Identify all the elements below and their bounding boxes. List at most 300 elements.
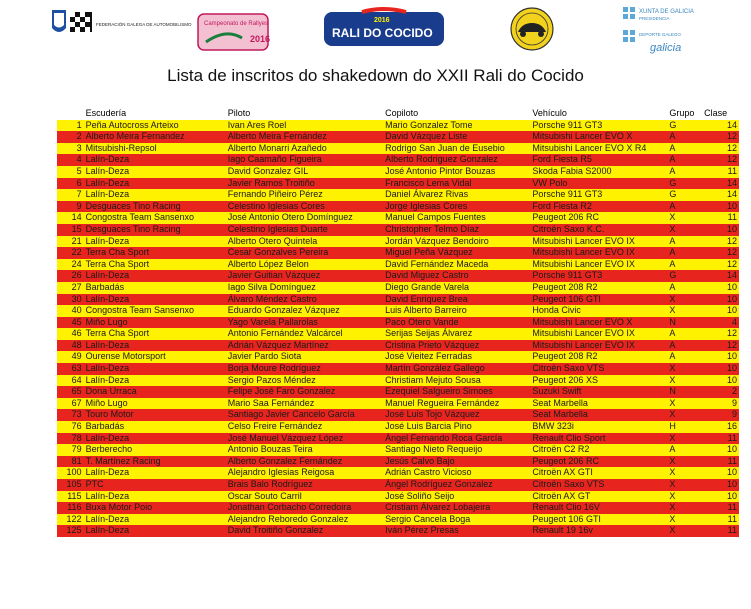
cell-copiloto: José Antonio Pintor Bouzas: [383, 166, 530, 178]
cell-escuderia: Lalín-Deza: [84, 433, 226, 445]
cell-entry-number: 4: [57, 154, 84, 166]
table-header-row: [57, 108, 739, 120]
column-header-clase: Clase: [702, 108, 739, 120]
cell-entry-number: 78: [57, 433, 84, 445]
cell-piloto: Oscar Souto Carril: [226, 491, 383, 503]
cell-piloto: Borja Moure Rodríguez: [226, 363, 383, 375]
cell-entry-number: 122: [57, 514, 84, 526]
column-header-entry-number: [57, 108, 84, 120]
cell-vehiculo: Mitsubishi Lancer EVO X: [530, 317, 667, 329]
cell-escuderia: Berberecho: [84, 444, 226, 456]
entries-table-body: [57, 120, 739, 537]
cell-piloto: Alberto Gonzalez Fernández: [226, 456, 383, 468]
cell-escuderia: Terra Cha Sport: [84, 247, 226, 259]
cell-vehiculo: Skoda Fabia S2000: [530, 166, 667, 178]
cell-vehiculo: Citroën Saxo VTS: [530, 363, 667, 375]
cell-entry-number: 46: [57, 328, 84, 340]
cell-vehiculo: Mitsubishi Lancer EVO IX: [530, 328, 667, 340]
cell-escuderia: Ourense Motorsport: [84, 351, 226, 363]
cell-vehiculo: Suzuki Swift: [530, 386, 667, 398]
cell-grupo: A: [667, 444, 702, 456]
cell-copiloto: Luis Alberto Barreiro: [383, 305, 530, 317]
cell-copiloto: Diego Grande Varela: [383, 282, 530, 294]
cell-vehiculo: Peugeot 206 RC: [530, 456, 667, 468]
table-row: [57, 294, 739, 306]
cell-copiloto: David Fernández Maceda: [383, 259, 530, 271]
cell-clase: 14: [702, 270, 739, 282]
cell-piloto: David Troitiño Gonzalez: [226, 525, 383, 537]
cell-clase: 10: [702, 444, 739, 456]
table-row: [57, 236, 739, 248]
cell-grupo: X: [667, 433, 702, 445]
cell-escuderia: Peña Autocross Arteixo: [84, 120, 226, 132]
cell-piloto: Brais Balo Rodríguez: [226, 479, 383, 491]
cell-escuderia: Mitsubishi-Repsol: [84, 143, 226, 155]
cell-escuderia: Desguaces Tino Racing: [84, 201, 226, 213]
cell-piloto: Yago Varela Pallarolas: [226, 317, 383, 329]
cell-escuderia: Miño Lugo: [84, 398, 226, 410]
cell-grupo: X: [667, 409, 702, 421]
cell-copiloto: Paco Otero Vande: [383, 317, 530, 329]
cell-piloto: Eduardo Gonzalez Vázquez: [226, 305, 383, 317]
cell-copiloto: Adrián Castro Vicioso: [383, 467, 530, 479]
svg-text:PRESIDENCIA: PRESIDENCIA: [639, 16, 670, 21]
cell-piloto: Felipe José Faro Gonzalez: [226, 386, 383, 398]
cell-grupo: G: [667, 120, 702, 132]
cell-grupo: N: [667, 317, 702, 329]
cell-clase: 12: [702, 340, 739, 352]
cell-clase: 10: [702, 479, 739, 491]
cell-escuderia: Lalín-Deza: [84, 236, 226, 248]
cell-escuderia: Lalín-Deza: [84, 491, 226, 503]
svg-text:galicia: galicia: [650, 42, 682, 54]
cell-vehiculo: BMW 323i: [530, 421, 667, 433]
cell-copiloto: Jorge Iglesias Cores: [383, 201, 530, 213]
table-row: [57, 224, 739, 236]
cell-entry-number: 5: [57, 166, 84, 178]
table-row: [57, 409, 739, 421]
cell-vehiculo: Peugeot 208 R2: [530, 351, 667, 363]
table-row: [57, 479, 739, 491]
svg-text:DEPORTE GALEGO: DEPORTE GALEGO: [639, 32, 681, 37]
cell-clase: 14: [702, 120, 739, 132]
cell-entry-number: 9: [57, 201, 84, 213]
xunta-galicia-logo: [620, 4, 730, 58]
table-row: [57, 502, 739, 514]
cell-escuderia: Lalín-Deza: [84, 340, 226, 352]
cell-piloto: Alberto López Belon: [226, 259, 383, 271]
cell-entry-number: 79: [57, 444, 84, 456]
table-row: [57, 491, 739, 503]
table-row: [57, 189, 739, 201]
cell-grupo: A: [667, 131, 702, 143]
cell-clase: 9: [702, 409, 739, 421]
cell-entry-number: 67: [57, 398, 84, 410]
cell-grupo: A: [667, 328, 702, 340]
cell-vehiculo: Citroën AX GT: [530, 491, 667, 503]
cell-grupo: G: [667, 270, 702, 282]
car-emblem-logo: [503, 6, 561, 52]
cell-clase: 10: [702, 294, 739, 306]
cell-escuderia: Lalín-Deza: [84, 467, 226, 479]
cell-escuderia: Terra Cha Sport: [84, 328, 226, 340]
svg-text:XUNTA DE GALICIA: XUNTA DE GALICIA: [639, 9, 694, 15]
table-row: [57, 131, 739, 143]
cell-copiloto: Jordán Vázquez Bendoiro: [383, 236, 530, 248]
cell-grupo: A: [667, 201, 702, 213]
table-row: [57, 514, 739, 526]
cell-escuderia: Alberto Meira Fernandez: [84, 131, 226, 143]
cell-escuderia: Congostra Team Sansenxo: [84, 212, 226, 224]
cell-grupo: H: [667, 421, 702, 433]
cell-piloto: José Manuel Vázquez López: [226, 433, 383, 445]
cell-clase: 11: [702, 212, 739, 224]
cell-grupo: A: [667, 340, 702, 352]
cell-grupo: X: [667, 398, 702, 410]
cell-grupo: X: [667, 491, 702, 503]
cell-entry-number: 7: [57, 189, 84, 201]
column-header-escuderia: Escudería: [84, 108, 226, 120]
cell-copiloto: Manuel Regueira Fernández: [383, 398, 530, 410]
cell-grupo: A: [667, 282, 702, 294]
cell-entry-number: 63: [57, 363, 84, 375]
cell-vehiculo: Porsche 911 GT3: [530, 120, 667, 132]
cell-grupo: X: [667, 375, 702, 387]
cell-piloto: Javier Pardo Siota: [226, 351, 383, 363]
cell-clase: 14: [702, 178, 739, 190]
table-row: [57, 363, 739, 375]
cell-clase: 12: [702, 131, 739, 143]
cell-piloto: Álvaro Méndez Castro: [226, 294, 383, 306]
cell-vehiculo: Peugeot 208 R2: [530, 282, 667, 294]
table-row: [57, 386, 739, 398]
column-header-copiloto: Copiloto: [383, 108, 530, 120]
cell-clase: 11: [702, 514, 739, 526]
cell-copiloto: Alberto Rodriguez Gonzalez: [383, 154, 530, 166]
cell-grupo: G: [667, 178, 702, 190]
table-row: [57, 375, 739, 387]
cell-clase: 12: [702, 154, 739, 166]
cell-clase: 10: [702, 282, 739, 294]
cell-piloto: Alberto Meira Fernández: [226, 131, 383, 143]
cell-entry-number: 125: [57, 525, 84, 537]
column-header-grupo: Grupo: [667, 108, 702, 120]
cell-grupo: A: [667, 247, 702, 259]
cell-vehiculo: Ford Fiesta R2: [530, 201, 667, 213]
cell-grupo: X: [667, 456, 702, 468]
table-row: [57, 120, 739, 132]
table-row: [57, 340, 739, 352]
cell-escuderia: Lalín-Deza: [84, 189, 226, 201]
cell-vehiculo: Peugeot 206 RC: [530, 212, 667, 224]
cell-grupo: X: [667, 479, 702, 491]
cell-clase: 10: [702, 201, 739, 213]
table-row: [57, 444, 739, 456]
cell-escuderia: Dona Urraca: [84, 386, 226, 398]
cell-copiloto: Francisco Lema Vidal: [383, 178, 530, 190]
cell-grupo: X: [667, 467, 702, 479]
cell-clase: 12: [702, 143, 739, 155]
cell-grupo: A: [667, 154, 702, 166]
table-row: [57, 317, 739, 329]
table-row: [57, 305, 739, 317]
cell-grupo: X: [667, 514, 702, 526]
cell-grupo: A: [667, 259, 702, 271]
cell-clase: 11: [702, 456, 739, 468]
cell-piloto: Antonio Bouzas Teira: [226, 444, 383, 456]
table-row: [57, 154, 739, 166]
cell-piloto: Fernando Piñeiro Pérez: [226, 189, 383, 201]
cell-piloto: Cesar Gonzalves Pereira: [226, 247, 383, 259]
table-row: [57, 525, 739, 537]
table-row: [57, 212, 739, 224]
cell-clase: 10: [702, 375, 739, 387]
cell-entry-number: 3: [57, 143, 84, 155]
cell-escuderia: Barbadás: [84, 421, 226, 433]
cell-entry-number: 45: [57, 317, 84, 329]
cell-escuderia: Miño Lugo: [84, 317, 226, 329]
cell-copiloto: José Luis Tojo Vázquez: [383, 409, 530, 421]
table-row: [57, 421, 739, 433]
cell-piloto: Iago Caamaño Figueira: [226, 154, 383, 166]
cell-entry-number: 116: [57, 502, 84, 514]
cell-piloto: Alejandro Iglesias Reigosa: [226, 467, 383, 479]
cell-escuderia: Lalín-Deza: [84, 363, 226, 375]
cell-escuderia: Lalín-Deza: [84, 270, 226, 282]
cell-escuderia: Congostra Team Sansenxo: [84, 305, 226, 317]
cell-clase: 2: [702, 386, 739, 398]
cell-grupo: A: [667, 143, 702, 155]
cell-vehiculo: Peugeot 206 XS: [530, 375, 667, 387]
cell-piloto: Antonio Fernández Valcárcel: [226, 328, 383, 340]
cell-vehiculo: Mitsubishi Lancer EVO IX: [530, 236, 667, 248]
svg-text:Campeonato de Rallyes: Campeonato de Rallyes: [204, 21, 269, 27]
cell-entry-number: 65: [57, 386, 84, 398]
svg-text:RALI DO COCIDO: RALI DO COCIDO: [332, 26, 433, 40]
cell-vehiculo: Peugeot 106 GTI: [530, 294, 667, 306]
cell-piloto: Celso Freire Fernández: [226, 421, 383, 433]
cell-clase: 11: [702, 502, 739, 514]
cell-piloto: Jonathan Corbacho Corredoira: [226, 502, 383, 514]
cell-piloto: Adrián Vázquez Martínez: [226, 340, 383, 352]
cell-vehiculo: Honda Civic: [530, 305, 667, 317]
cell-vehiculo: Citroën C2 R2: [530, 444, 667, 456]
cell-grupo: X: [667, 502, 702, 514]
cell-vehiculo: Seat Marbella: [530, 398, 667, 410]
cell-clase: 12: [702, 328, 739, 340]
cell-grupo: X: [667, 525, 702, 537]
cell-entry-number: 26: [57, 270, 84, 282]
svg-text:2016: 2016: [374, 17, 390, 24]
cell-vehiculo: VW Polo: [530, 178, 667, 190]
table-row: [57, 282, 739, 294]
cell-copiloto: Daniel Álvarez Rivas: [383, 189, 530, 201]
table-row: [57, 328, 739, 340]
cell-vehiculo: Seat Marbella: [530, 409, 667, 421]
cell-escuderia: PTC: [84, 479, 226, 491]
table-row: [57, 201, 739, 213]
cell-copiloto: Cristina Prieto Vázquez: [383, 340, 530, 352]
cell-clase: 16: [702, 421, 739, 433]
cell-entry-number: 2: [57, 131, 84, 143]
cell-vehiculo: Renault Clio 16V: [530, 502, 667, 514]
table-row: [57, 259, 739, 271]
cell-entry-number: 100: [57, 467, 84, 479]
cell-copiloto: David Miguez Castro: [383, 270, 530, 282]
cell-entry-number: 40: [57, 305, 84, 317]
rali-do-cocido-logo: [322, 8, 446, 50]
cell-vehiculo: Mitsubishi Lancer EVO X: [530, 131, 667, 143]
cell-escuderia: Lalín-Deza: [84, 514, 226, 526]
cell-copiloto: Jesús Calvo Bajo: [383, 456, 530, 468]
table-row: [57, 467, 739, 479]
cell-copiloto: Sergio Cancela Boga: [383, 514, 530, 526]
cell-escuderia: Buxa Motor Poio: [84, 502, 226, 514]
cell-piloto: Alejandro Reboredo Gonzalez: [226, 514, 383, 526]
cell-copiloto: David Enriquez Brea: [383, 294, 530, 306]
cell-piloto: Alberto Otero Quintela: [226, 236, 383, 248]
table-row: [57, 143, 739, 155]
cell-grupo: X: [667, 363, 702, 375]
cell-entry-number: 27: [57, 282, 84, 294]
cell-vehiculo: Renault 19 16v: [530, 525, 667, 537]
cell-vehiculo: Citroën Saxo VTS: [530, 479, 667, 491]
cell-vehiculo: Mitsubishi Lancer EVO IX: [530, 340, 667, 352]
cell-grupo: X: [667, 305, 702, 317]
cell-copiloto: José Soliño Seijo: [383, 491, 530, 503]
table-row: [57, 247, 739, 259]
cell-clase: 11: [702, 525, 739, 537]
logo-bar: [0, 0, 751, 62]
cell-grupo: N: [667, 386, 702, 398]
cell-piloto: Javier Guitian Vázquez: [226, 270, 383, 282]
cell-entry-number: 21: [57, 236, 84, 248]
cell-vehiculo: Peugeot 106 GTI: [530, 514, 667, 526]
cell-entry-number: 6: [57, 178, 84, 190]
cell-clase: 14: [702, 189, 739, 201]
cell-copiloto: Miguel Peña Vázquez: [383, 247, 530, 259]
cell-copiloto: Ángel Fernando Roca García: [383, 433, 530, 445]
cell-clase: 9: [702, 398, 739, 410]
cell-clase: 4: [702, 317, 739, 329]
svg-text:2016: 2016: [250, 34, 271, 44]
cell-copiloto: Ezequiel Salgueiro Simoes: [383, 386, 530, 398]
cell-escuderia: Lalín-Deza: [84, 154, 226, 166]
cell-grupo: A: [667, 166, 702, 178]
table-row: [57, 351, 739, 363]
cell-copiloto: José Luis Barcia Pino: [383, 421, 530, 433]
cell-entry-number: 24: [57, 259, 84, 271]
cell-vehiculo: Porsche 911 GT3: [530, 270, 667, 282]
cell-copiloto: Christopher Telmo Díaz: [383, 224, 530, 236]
fga-logo: [48, 6, 192, 48]
cell-grupo: X: [667, 294, 702, 306]
cell-vehiculo: Ford Fiesta R5: [530, 154, 667, 166]
cell-clase: 12: [702, 247, 739, 259]
cell-clase: 12: [702, 259, 739, 271]
cell-escuderia: Lalín-Deza: [84, 166, 226, 178]
cell-piloto: Ivan Ares Roel: [226, 120, 383, 132]
cell-piloto: Mario Saa Fernández: [226, 398, 383, 410]
cell-escuderia: Lalín-Deza: [84, 178, 226, 190]
cell-escuderia: Lalín-Deza: [84, 525, 226, 537]
cell-clase: 10: [702, 224, 739, 236]
cell-clase: 11: [702, 166, 739, 178]
cell-grupo: X: [667, 224, 702, 236]
cell-piloto: David Gonzalez GIL: [226, 166, 383, 178]
cell-entry-number: 49: [57, 351, 84, 363]
cell-entry-number: 14: [57, 212, 84, 224]
cell-escuderia: Touro Motor: [84, 409, 226, 421]
cell-escuderia: T. Martínez Racing: [84, 456, 226, 468]
cell-clase: 10: [702, 363, 739, 375]
cell-copiloto: Manuel Campos Fuentes: [383, 212, 530, 224]
cell-entry-number: 115: [57, 491, 84, 503]
cell-vehiculo: Citroën AX GTI: [530, 467, 667, 479]
cell-piloto: Sergio Pazos Méndez: [226, 375, 383, 387]
cell-escuderia: Barbadás: [84, 282, 226, 294]
cell-vehiculo: Mitsubishi Lancer EVO X R4: [530, 143, 667, 155]
cell-vehiculo: Mitsubishi Lancer EVO IX: [530, 247, 667, 259]
cell-entry-number: 22: [57, 247, 84, 259]
cell-copiloto: José Vieitez Ferradas: [383, 351, 530, 363]
cell-copiloto: Cristiam Álvarez Lobajeira: [383, 502, 530, 514]
table-row: [57, 178, 739, 190]
cell-escuderia: Desguaces Tino Racing: [84, 224, 226, 236]
cell-clase: 10: [702, 351, 739, 363]
cell-copiloto: David Vázquez Liste: [383, 131, 530, 143]
cell-vehiculo: Citroën Saxo K.C.: [530, 224, 667, 236]
cell-grupo: G: [667, 189, 702, 201]
cell-entry-number: 64: [57, 375, 84, 387]
cell-copiloto: Martín González Gallego: [383, 363, 530, 375]
table-row: [57, 166, 739, 178]
cell-copiloto: Christiam Mejuto Sousa: [383, 375, 530, 387]
cell-copiloto: Ángel Rodríguez Gonzalez: [383, 479, 530, 491]
cell-vehiculo: Renault Clio Sport: [530, 433, 667, 445]
table-row: [57, 433, 739, 445]
table-row: [57, 456, 739, 468]
cell-clase: 11: [702, 433, 739, 445]
cell-entry-number: 76: [57, 421, 84, 433]
cell-entry-number: 48: [57, 340, 84, 352]
cell-grupo: A: [667, 236, 702, 248]
cell-copiloto: Mario Gonzalez Tome: [383, 120, 530, 132]
cell-vehiculo: Porsche 911 GT3: [530, 189, 667, 201]
championship-logo: [196, 8, 274, 54]
svg-text:FEDERACIÓN GALEGA DE AUTOMOBIL: FEDERACIÓN GALEGA DE AUTOMOBILISMO: [96, 22, 192, 27]
cell-escuderia: Terra Cha Sport: [84, 259, 226, 271]
cell-piloto: Alberto Monarri Azañedo: [226, 143, 383, 155]
cell-piloto: Celestino Iglesias Cores: [226, 201, 383, 213]
cell-piloto: Santiago Javier Cancelo García: [226, 409, 383, 421]
cell-grupo: X: [667, 212, 702, 224]
cell-entry-number: 73: [57, 409, 84, 421]
cell-entry-number: 81: [57, 456, 84, 468]
cell-grupo: A: [667, 351, 702, 363]
page-title: Lista de inscritos do shakedown do XXII Rali do Cocido: [167, 66, 584, 85]
cell-copiloto: Iván Pérez Presas: [383, 525, 530, 537]
entries-table: [57, 108, 739, 537]
cell-entry-number: 15: [57, 224, 84, 236]
cell-copiloto: Rodrigo San Juan de Eusebio: [383, 143, 530, 155]
cell-escuderia: Lalín-Deza: [84, 375, 226, 387]
cell-entry-number: 105: [57, 479, 84, 491]
column-header-piloto: Piloto: [226, 108, 383, 120]
cell-piloto: José Antonio Otero Domínguez: [226, 212, 383, 224]
cell-piloto: Javier Ramos Troitiño: [226, 178, 383, 190]
cell-piloto: Iago Silva Domínguez: [226, 282, 383, 294]
